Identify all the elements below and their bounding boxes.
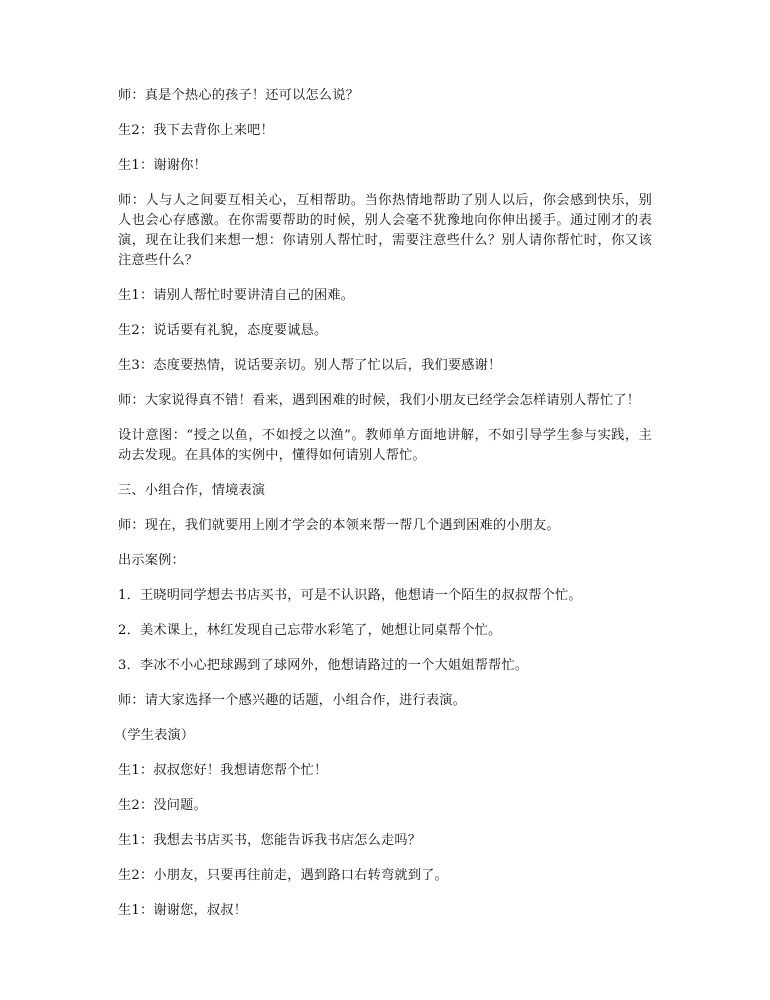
paragraph: 生1：我想去书店买书，您能告诉我书店怎么走吗？: [118, 833, 422, 848]
paragraph: 生2：没问题。: [118, 798, 207, 813]
list-item: 1．王晓明同学想去书店买书，可是不认识路，他想请一个陌生的叔叔帮个忙。: [118, 588, 582, 603]
paragraph: 师：现在，我们就要用上刚才学会的本领来帮一帮几个遇到困难的小朋友。: [118, 518, 560, 533]
list-item: 3．李冰不小心把球踢到了球网外，他想请路过的一个大姐姐帮帮忙。: [118, 658, 529, 673]
paragraph: 生1：叔叔您好！我想请您帮个忙！: [118, 763, 328, 778]
paragraph: 生1：谢谢您，叔叔！: [118, 903, 248, 918]
paragraph: 生1：请别人帮忙时要讲清自己的困难。: [118, 288, 355, 303]
section-heading: 三、小组合作，情境表演: [118, 483, 266, 498]
list-item: 2．美术课上，林红发现自己忘带水彩笔了，她想让同桌帮个忙。: [118, 623, 502, 638]
paragraph: 生2：小朋友，只要再往前走，遇到路口右转弯就到了。: [118, 868, 448, 883]
paragraph: 生2：说话要有礼貌，态度要诚恳。: [118, 323, 328, 338]
paragraph: 生3：态度要热情，说话要亲切。别人帮了忙以后，我们要感谢！: [118, 358, 502, 373]
paragraph: 师：请大家选择一个感兴趣的话题，小组合作，进行表演。: [118, 693, 467, 708]
paragraph: 生1：谢谢你！: [118, 158, 207, 173]
paragraph: 出示案例：: [118, 553, 185, 568]
paragraph: 生2：我下去背你上来吧！: [118, 123, 274, 138]
paragraph: 师：真是个热心的孩子！还可以怎么说？: [118, 88, 359, 103]
paragraph: 师：人与人之间要互相关心，互相帮助。当你热情地帮助了别人以后，你会感到快乐，别人也会心存感激。在你需要帮助的时候，别人会毫不犹豫地向你伸出援手。通过刚才的表演，现在让我们来想一想：你请别人帮忙时，需要注意些什么？别人请你帮忙时，你又该注意些什么？: [118, 193, 652, 268]
paragraph: （学生表演）: [114, 728, 195, 743]
paragraph: 设计意图：“授之以鱼，不如授之以渔”。教师单方面地讲解，不如引导学生参与实践，主动去发现。在具体的实例中，懂得如何请别人帮忙。: [118, 428, 652, 463]
paragraph: 师：大家说得真不错！看来，遇到困难的时候，我们小朋友已经学会怎样请别人帮忙了！: [118, 393, 641, 408]
